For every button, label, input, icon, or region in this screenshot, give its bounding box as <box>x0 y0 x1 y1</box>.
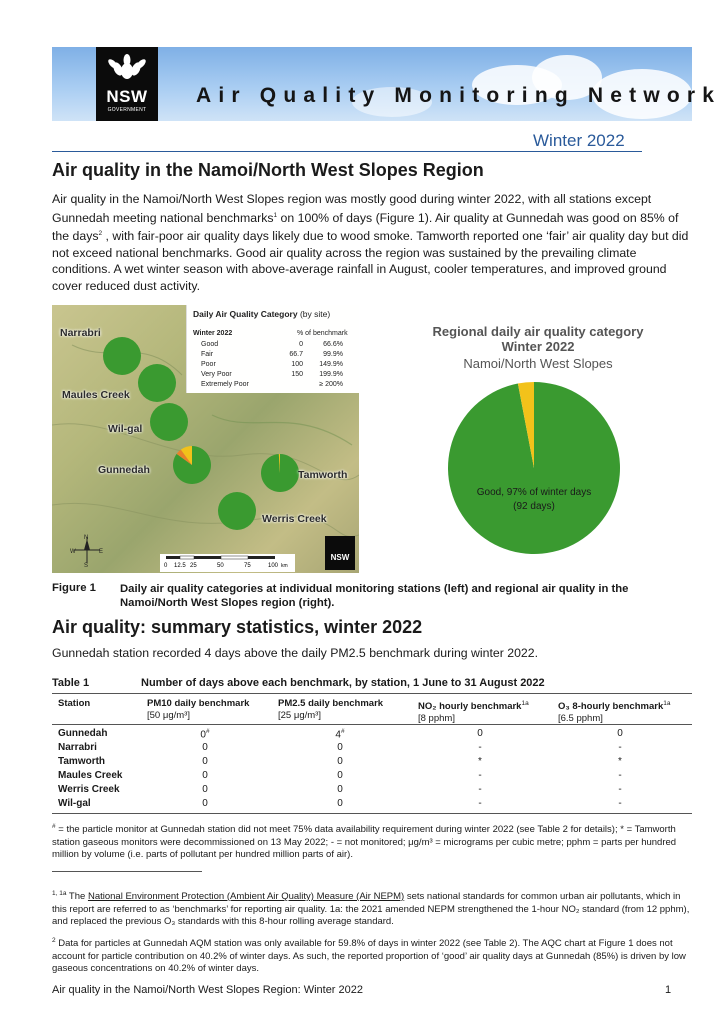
table-notes-text: = the particle monitor at Gunnedah station did not meet 75% data availability requirement during winter 2022 (see Table 2 for details); * = Tamworth station gaseous monitors were decommissioned on 13 May 2022; - = not monitored; μg/m³ = micrograms per cubic metre; pphm = parts per hundred million by volume (i.e. parts of pollutant per hundred million parts of air). <box>52 824 677 861</box>
table-caption: Number of days above each benchmark, by station, 1 June to 31 August 2022 <box>141 677 545 689</box>
th-pm25 <box>278 698 383 722</box>
site-pie-wil-gal <box>150 403 188 441</box>
cell-pm10: 0 <box>202 756 208 767</box>
site-pie-gunnedah <box>173 446 211 484</box>
footnote-divider <box>52 871 202 872</box>
cell-no2: * <box>478 756 482 767</box>
legend-upper: 99.9% <box>323 351 343 358</box>
compass-rose <box>70 533 104 567</box>
season-label: Winter 2022 <box>533 131 625 150</box>
map-nsw-logo: NSW <box>325 536 355 570</box>
cell-pm25-value: 4 <box>335 729 341 741</box>
cell-pm10 <box>195 728 215 740</box>
th-pm10-unit: [50 μg/m³] <box>147 710 190 721</box>
compass-e: E <box>99 549 104 555</box>
legend-row-extremely-poor <box>193 381 358 391</box>
cell-o3: - <box>618 770 622 781</box>
cell-pm10: 0 <box>202 784 208 795</box>
table-row <box>52 756 692 770</box>
site-label-werris-creek: Werris Creek <box>262 513 327 525</box>
th-station <box>58 698 90 710</box>
cell-pm10: 0 <box>202 798 208 809</box>
cell-o3: - <box>618 784 622 795</box>
compass-icon <box>70 533 104 567</box>
compass-n: N <box>84 535 89 541</box>
table-notes <box>52 821 692 862</box>
th-no2-label: NO₂ hourly benchmark <box>418 701 522 713</box>
cell-pm10-value: 0 <box>200 729 206 741</box>
th-no2-sup: 1a <box>521 700 529 707</box>
cell-pm25: 0 <box>337 798 343 809</box>
legend-upper: 199.9% <box>319 371 343 378</box>
site-slice-good <box>138 364 176 402</box>
scale-bar <box>160 554 295 572</box>
cell-pm10: 0 <box>202 770 208 781</box>
table-row <box>52 742 692 756</box>
cell-pm25: 0 <box>337 770 343 781</box>
footer-title: Air quality in the Namoi/North West Slopes Region: Winter 2022 <box>52 984 363 996</box>
cell-pm10-sup: # <box>205 728 210 735</box>
legend-lower: 66.7 <box>289 351 303 358</box>
cell-station: Wil-gal <box>58 798 91 809</box>
pie-label-good: Good, 97% of winter days <box>476 487 592 498</box>
site-label-narrabri: Narrabri <box>60 327 101 339</box>
th-no2-unit: [8 pphm] <box>418 713 455 725</box>
cell-pm25 <box>330 728 350 740</box>
legend-name: Good <box>201 341 219 348</box>
th-o3-sup: 1a <box>663 700 671 707</box>
cell-no2: - <box>478 742 482 753</box>
cell-no2: - <box>478 784 482 795</box>
site-slice-good <box>218 492 256 530</box>
legend-name: Extremely Poor <box>201 381 249 388</box>
footnote-1 <box>52 888 692 929</box>
scale-tick-0: 0 <box>164 563 168 569</box>
legend-name: Fair <box>201 351 214 358</box>
cell-pm25: 0 <box>337 742 343 753</box>
table-notes-sup: # <box>52 823 56 830</box>
site-pie-narrabri <box>103 337 141 375</box>
th-pm10-label: PM10 daily benchmark <box>147 698 250 709</box>
map-legend <box>186 305 359 393</box>
cell-station: Narrabri <box>58 742 97 753</box>
intro-paragraph <box>52 191 692 294</box>
footnote-2-marker: 2 <box>52 937 56 944</box>
compass-s: S <box>84 563 89 567</box>
site-pie-werris-creek <box>218 492 256 530</box>
regional-chart-region: Namoi/North West Slopes <box>463 356 613 371</box>
season-divider <box>52 151 642 152</box>
th-pm10 <box>147 698 249 722</box>
cell-pm25-sup: # <box>340 728 345 735</box>
intro-footnote-ref-1: 1 <box>273 211 278 219</box>
intro-text-2: on 100% of days (Figure 1). Air quality at Gunnedah was good on 85% of the days <box>52 210 679 244</box>
th-o3-label: O₃ 8-hourly benchmark <box>558 701 664 713</box>
nepm-link[interactable]: National Environment Protection (Ambient Air Quality) Measure (Air NEPM) <box>87 891 405 903</box>
scale-bar-graphic <box>160 554 295 572</box>
th-station-label: Station <box>58 698 91 709</box>
logo-subtext: GOVERNMENT <box>107 107 147 113</box>
footnote-2-text: Data for particles at Gunnedah AQM station was only available for 59.8% of days in winter 2022 (see Table 2). The AQC chart at Figure 1 does not account for particle contribution on 40.2% of winter days. As such, the reported proportion of ‘good’ air quality days at Gunnedah (85%) is driven by low gaseous concentrations on 40.2% of winter days. <box>52 938 686 975</box>
th-o3 <box>558 698 670 725</box>
regional-chart-subtitle: Winter 2022 <box>501 339 575 354</box>
cell-o3: * <box>618 756 622 767</box>
footnote-1-marker: 1, 1a <box>52 890 67 897</box>
intro-text-1: Air quality in the Namoi/North West Slopes region was mostly good during winter 2022, with all stations except Gunnedah meeting national benchmarks <box>52 192 652 225</box>
th-o3-unit: [6.5 pphm] <box>558 713 603 725</box>
summary-text: Gunnedah station recorded 4 days above the daily PM2.5 benchmark during winter 2022. <box>52 646 539 660</box>
footnote-1-pre: The <box>66 891 88 903</box>
legend-lower: 150 <box>291 371 303 378</box>
legend-lower: 100 <box>291 361 303 368</box>
station-map <box>52 305 359 573</box>
pie-label-days: (92 days) <box>513 501 555 512</box>
table-row <box>52 728 692 742</box>
intro-text-3: , with fair-poor air quality days likely due to wood smoke. Tamworth reported one ‘fair’ air quality day but did not exceed national benchmarks. Good air quality across the region was sustained by the prevailing climate conditions. A wet winter season with above-average rainfall in August, cooler temperatures, and improved ground cover reduced dust activity. <box>52 229 689 293</box>
th-pm25-label: PM2.5 daily benchmark <box>278 698 384 709</box>
footnote-1-text: sets national standards for common urban air pollutants, which in this report are referred to as ‘benchmarks’ for reporting air quality. 1a: the 2021 amended NEPM strengthened the 1-hour NO₂ standard (from 12 pphm), and replaced the previous O₃ standards with this 8-hour rolling average standard. <box>52 891 690 928</box>
legend-upper: ≥ 200% <box>319 381 343 388</box>
site-label-tamworth: Tamworth <box>298 469 348 481</box>
cell-o3: - <box>618 798 622 809</box>
logo-text: NSW <box>106 87 148 106</box>
waratah-icon <box>96 47 158 87</box>
cell-o3: - <box>618 742 622 753</box>
cell-pm25: 0 <box>337 784 343 795</box>
compass-w: W <box>70 549 76 555</box>
site-label-wil-gal: Wil-gal <box>108 423 143 435</box>
site-label-gunnedah: Gunnedah <box>98 464 150 476</box>
regional-pie-chart <box>446 380 622 556</box>
figure-caption: Daily air quality categories at individual monitoring stations (left) and regional air quality in the Namoi/North West Slopes region (right). <box>120 583 629 609</box>
cell-station: Tamworth <box>58 756 106 767</box>
cell-station: Gunnedah <box>58 728 108 739</box>
cell-pm10: 0 <box>202 742 208 753</box>
regional-chart-title: Regional daily air quality category <box>432 324 644 339</box>
cell-o3: 0 <box>617 728 623 739</box>
banner-title: Air Quality Monitoring Network <box>196 84 722 107</box>
cell-no2: 0 <box>477 728 483 739</box>
legend-name: Poor <box>201 361 216 368</box>
site-slice-good <box>103 337 141 375</box>
table-rule-bottom <box>52 813 692 814</box>
table-row <box>52 770 692 784</box>
table-row <box>52 798 692 812</box>
legend-title-sub: (by site) <box>299 309 331 319</box>
site-slice-good <box>150 403 188 441</box>
cell-station: Werris Creek <box>58 784 120 795</box>
region-heading: Air quality in the Namoi/North West Slopes Region <box>52 160 484 180</box>
scale-tick-4: 75 <box>244 563 251 569</box>
th-pm25-unit: [25 μg/m³] <box>278 710 321 721</box>
legend-row-fair <box>193 351 358 361</box>
legend-title <box>193 309 330 319</box>
site-label-maules-creek: Maules Creek <box>62 389 130 401</box>
th-no2 <box>418 698 529 725</box>
page-number: 1 <box>665 984 672 996</box>
cell-no2: - <box>478 798 482 809</box>
legend-row-good <box>193 341 358 351</box>
site-pie-tamworth <box>261 454 299 492</box>
nsw-logo <box>96 47 158 121</box>
table-rule-header <box>52 724 692 725</box>
cell-pm25: 0 <box>337 756 343 767</box>
table-rule-top <box>52 693 692 694</box>
cell-no2: - <box>478 770 482 781</box>
legend-lower: 0 <box>299 341 303 348</box>
scale-tick-1: 12.5 <box>174 563 186 569</box>
legend-title-text: Daily Air Quality Category <box>193 309 298 319</box>
legend-row-poor <box>193 361 358 371</box>
footnote-2 <box>52 935 692 976</box>
figure-number: Figure 1 <box>52 582 96 594</box>
scale-tick-5: 100 <box>268 563 279 569</box>
table-row <box>52 784 692 798</box>
scale-unit: km <box>281 563 288 569</box>
scale-tick-2: 25 <box>190 563 197 569</box>
intro-footnote-ref-2: 2 <box>98 230 103 238</box>
legend-upper: 149.9% <box>319 361 343 368</box>
cell-station: Maules Creek <box>58 770 123 781</box>
summary-heading: Air quality: summary statistics, winter 2022 <box>52 617 423 637</box>
legend-name: Very Poor <box>201 371 232 378</box>
table-number: Table 1 <box>52 677 90 689</box>
legend-upper: 66.6% <box>323 341 343 348</box>
scale-tick-3: 50 <box>217 563 224 569</box>
legend-row-very-poor <box>193 371 358 381</box>
legend-head-season: Winter 2022 <box>193 330 233 337</box>
site-pie-maules-creek <box>138 364 176 402</box>
legend-head-benchmark: % of benchmark <box>297 330 348 337</box>
